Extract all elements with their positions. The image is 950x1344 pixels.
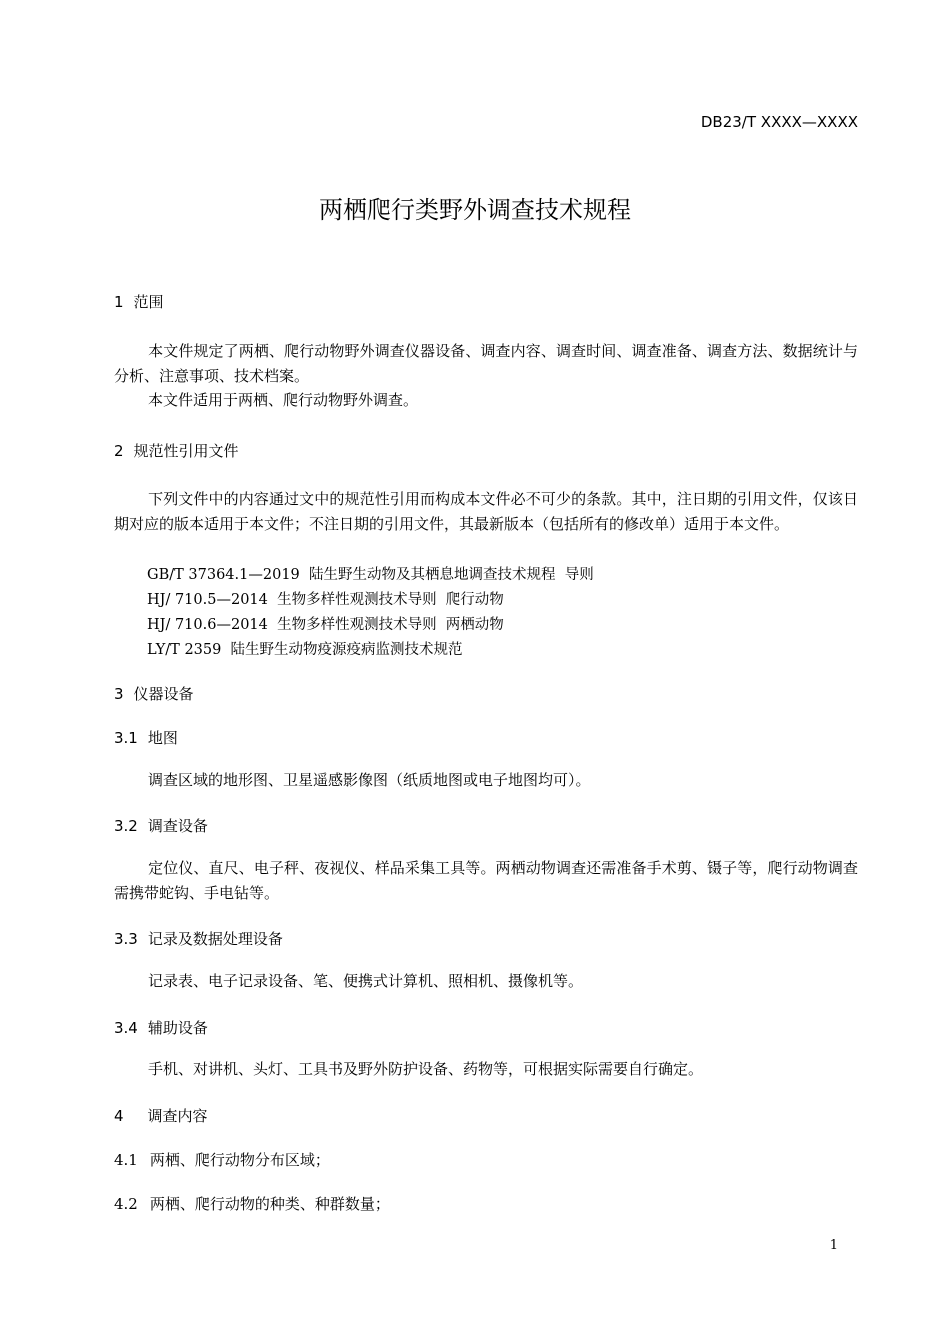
subsection-number: 3.4	[114, 1019, 138, 1037]
list-item	[114, 1149, 330, 1170]
item-number: 4.2	[114, 1195, 138, 1213]
section-heading-2	[114, 440, 239, 461]
paragraph-references-intro	[114, 487, 858, 536]
paragraph-recording-equipment	[114, 969, 858, 994]
page-number: 1	[829, 1238, 838, 1253]
paragraph-text: 下列文件中的内容通过文中的规范性引用而构成本文件必不可少的条款。其中，注日期的引用文件，仅该日期对应的版本适用于本文件；不注日期的引用文件，其最新版本（包括所有的修改单）适用于本文件。	[114, 490, 858, 533]
paragraph-text: 调查区域的地形图、卫星遥感影像图（纸质地图或电子地图均可）。	[148, 771, 591, 789]
item-number: 4.1	[114, 1151, 138, 1169]
subsection-title: 记录及数据处理设备	[147, 930, 283, 948]
paragraph-scope-2	[114, 388, 858, 413]
reference-item: LY/T 2359 陆生野生动物疫源疫病监测技术规范	[147, 642, 463, 658]
subsection-heading-3-2	[114, 815, 208, 836]
item-text: 两栖、爬行动物的种类、种群数量；	[149, 1195, 390, 1213]
document-code: DB23/T XXXX—XXXX	[700, 113, 858, 131]
section-number: 1	[114, 293, 124, 311]
section-heading-4	[114, 1105, 208, 1126]
section-heading-1	[114, 291, 164, 312]
reference-item: HJ/ 710.5—2014 生物多样性观测技术导则 爬行动物	[147, 592, 504, 608]
subsection-number: 3.1	[114, 729, 138, 747]
subsection-title: 调查设备	[147, 817, 208, 835]
section-title: 仪器设备	[133, 685, 194, 703]
section-heading-3	[114, 683, 194, 704]
paragraph-text: 手机、对讲机、头灯、工具书及野外防护设备、药物等，可根据实际需要自行确定。	[148, 1060, 704, 1078]
reference-item: HJ/ 710.6—2014 生物多样性观测技术导则 两栖动物	[147, 617, 504, 633]
subsection-heading-3-1	[114, 727, 178, 748]
section-number: 4	[114, 1107, 124, 1125]
paragraph-text: 记录表、电子记录设备、笔、便携式计算机、照相机、摄像机等。	[148, 972, 584, 990]
paragraph-scope-1	[114, 339, 858, 388]
section-title: 范围	[133, 293, 164, 311]
list-item	[114, 1193, 390, 1214]
subsection-number: 3.2	[114, 817, 138, 835]
paragraph-survey-equipment	[114, 856, 858, 905]
paragraph-text: 本文件规定了两栖、爬行动物野外调查仪器设备、调查内容、调查时间、调查准备、调查方法、数据统计与分析、注意事项、技术档案。	[114, 342, 858, 385]
subsection-heading-3-4	[114, 1017, 208, 1038]
subsection-title: 地图	[147, 729, 178, 747]
section-number: 3	[114, 685, 124, 703]
paragraph-maps	[114, 768, 858, 793]
section-number: 2	[114, 442, 124, 460]
document-title: 两栖爬行类野外调查技术规程	[319, 196, 631, 224]
subsection-heading-3-3	[114, 928, 283, 949]
paragraph-auxiliary-equipment	[114, 1057, 858, 1082]
paragraph-text: 本文件适用于两栖、爬行动物野外调查。	[148, 391, 419, 409]
subsection-number: 3.3	[114, 930, 138, 948]
item-text: 两栖、爬行动物分布区域；	[149, 1151, 330, 1169]
paragraph-text: 定位仪、直尺、电子秤、夜视仪、样品采集工具等。两栖动物调查还需准备手术剪、镊子等，爬行动物调查需携带蛇钩、手电钻等。	[114, 859, 858, 902]
subsection-title: 辅助设备	[147, 1019, 208, 1037]
reference-item: GB/T 37364.1—2019 陆生野生动物及其栖息地调查技术规程 导则	[147, 567, 594, 583]
section-title: 规范性引用文件	[133, 442, 239, 460]
section-title: 调查内容	[147, 1107, 208, 1125]
